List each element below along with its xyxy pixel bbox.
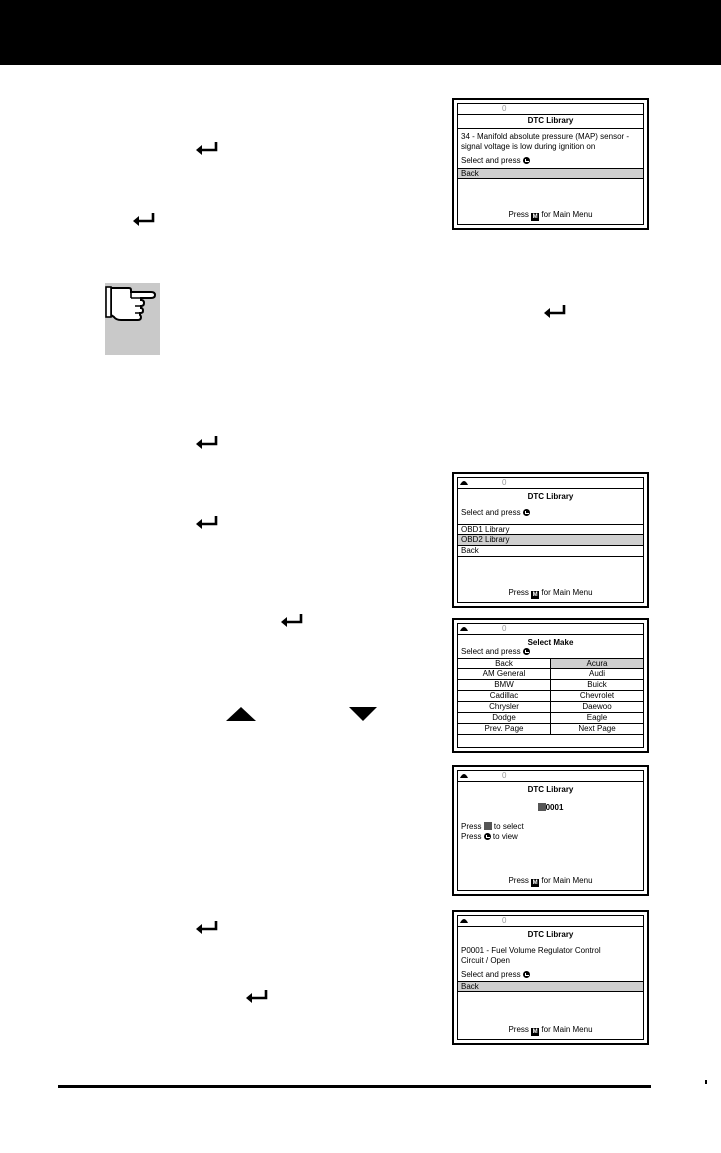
make-option-dodge[interactable]: Dodge xyxy=(492,713,516,722)
screen-title: DTC Library xyxy=(527,930,574,939)
enter-arrow-icon xyxy=(195,435,219,451)
dtc-description-line-1: P0001 - Fuel Volume Regulator Control xyxy=(461,946,601,955)
enter-key-icon xyxy=(523,648,530,655)
make-option-acura[interactable]: Acura xyxy=(550,659,643,668)
enter-arrow-icon xyxy=(132,212,156,228)
status-count: 0 xyxy=(502,916,507,925)
status-count: 0 xyxy=(502,771,507,780)
status-bar xyxy=(458,624,643,635)
m-key-icon: M xyxy=(532,592,538,598)
enter-key-icon xyxy=(523,157,530,164)
screen-title: DTC Library xyxy=(527,492,574,501)
screen-title: Select Make xyxy=(527,638,574,647)
status-bar xyxy=(458,771,643,782)
make-option-am-general[interactable]: AM General xyxy=(482,669,526,678)
up-triangle-icon xyxy=(226,707,256,721)
menu-item-obd1-library[interactable]: OBD1 Library xyxy=(458,524,643,535)
menu-item-obd2-library[interactable]: OBD2 Library xyxy=(458,535,643,546)
enter-arrow-icon xyxy=(195,141,219,157)
dtc-code-entry-screen xyxy=(452,765,649,896)
status-bar xyxy=(458,478,643,489)
menu-item-back[interactable]: Back xyxy=(458,168,643,179)
up-down-key-icon xyxy=(484,822,492,830)
signal-icon xyxy=(460,917,468,923)
main-menu-hint: Press M for Main Menu xyxy=(508,588,593,598)
select-prompt: Select and press xyxy=(461,508,530,518)
cursor-icon xyxy=(538,803,546,811)
make-option-back[interactable]: Back xyxy=(495,659,513,668)
enter-arrow-icon xyxy=(543,304,567,320)
next-page-button[interactable]: Next Page xyxy=(550,724,643,734)
select-make-screen xyxy=(452,618,649,753)
make-option-bmw[interactable]: BMW xyxy=(494,680,514,689)
m-key-icon: M xyxy=(532,214,538,220)
enter-arrow-icon xyxy=(195,515,219,531)
signal-icon xyxy=(460,479,468,485)
make-option-cadillac[interactable]: Cadillac xyxy=(489,691,519,700)
header-bar xyxy=(0,0,721,65)
dtc-description-line-1: 34 - Manifold absolute pressure (MAP) sensor - xyxy=(461,132,630,141)
dtc-description-line-2: Circuit / Open xyxy=(461,956,510,965)
dtc-library-select-library-screen xyxy=(452,472,649,608)
footer-rule xyxy=(58,1085,651,1088)
m-key-icon: M xyxy=(532,1029,538,1035)
status-bar xyxy=(458,104,643,115)
m-key-icon: M xyxy=(532,880,538,886)
enter-arrow-icon xyxy=(280,613,304,629)
enter-key-icon xyxy=(484,833,491,840)
screen-title: DTC Library xyxy=(527,116,574,125)
pointing-hand-icon xyxy=(105,283,160,355)
dtc-code-entry[interactable]: 0001 xyxy=(458,803,643,812)
down-triangle-icon xyxy=(349,707,377,721)
dtc-library-screen-code-34 xyxy=(452,98,649,230)
view-instruction: Press to view xyxy=(461,832,518,841)
select-prompt: Select and press xyxy=(461,156,530,166)
make-option-audi[interactable]: Audi xyxy=(550,669,643,679)
prev-page-button[interactable]: Prev. Page xyxy=(484,724,524,733)
make-option-buick[interactable]: Buick xyxy=(550,680,643,690)
status-count: 0 xyxy=(502,478,507,487)
corner-mark xyxy=(705,1080,707,1084)
main-menu-hint: Press M for Main Menu xyxy=(508,1025,593,1035)
dtc-description-line-2: signal voltage is low during ignition on xyxy=(461,142,596,151)
select-prompt: Select and press xyxy=(461,647,530,657)
enter-arrow-icon xyxy=(195,920,219,936)
screen-title: DTC Library xyxy=(527,785,574,794)
enter-arrow-icon xyxy=(245,989,269,1005)
status-bar xyxy=(458,916,643,927)
select-instruction: Press to select xyxy=(461,822,524,831)
dtc-library-screen-code-p0001 xyxy=(452,910,649,1045)
make-grid xyxy=(458,658,643,735)
status-count: 0 xyxy=(502,624,507,633)
main-menu-hint: Press M for Main Menu xyxy=(508,210,593,220)
make-option-chrysler[interactable]: Chrysler xyxy=(489,702,519,711)
make-option-chevrolet[interactable]: Chevrolet xyxy=(550,691,643,701)
make-option-eagle[interactable]: Eagle xyxy=(550,713,643,723)
enter-key-icon xyxy=(523,509,530,516)
menu-item-back[interactable]: Back xyxy=(458,546,643,557)
menu-item-back[interactable]: Back xyxy=(458,981,643,992)
main-menu-hint: Press M for Main Menu xyxy=(508,876,593,886)
make-option-daewoo[interactable]: Daewoo xyxy=(550,702,643,712)
status-count: 0 xyxy=(502,104,507,113)
enter-key-icon xyxy=(523,971,530,978)
signal-icon xyxy=(460,625,468,631)
select-prompt: Select and press xyxy=(461,970,530,980)
signal-icon xyxy=(460,772,468,778)
